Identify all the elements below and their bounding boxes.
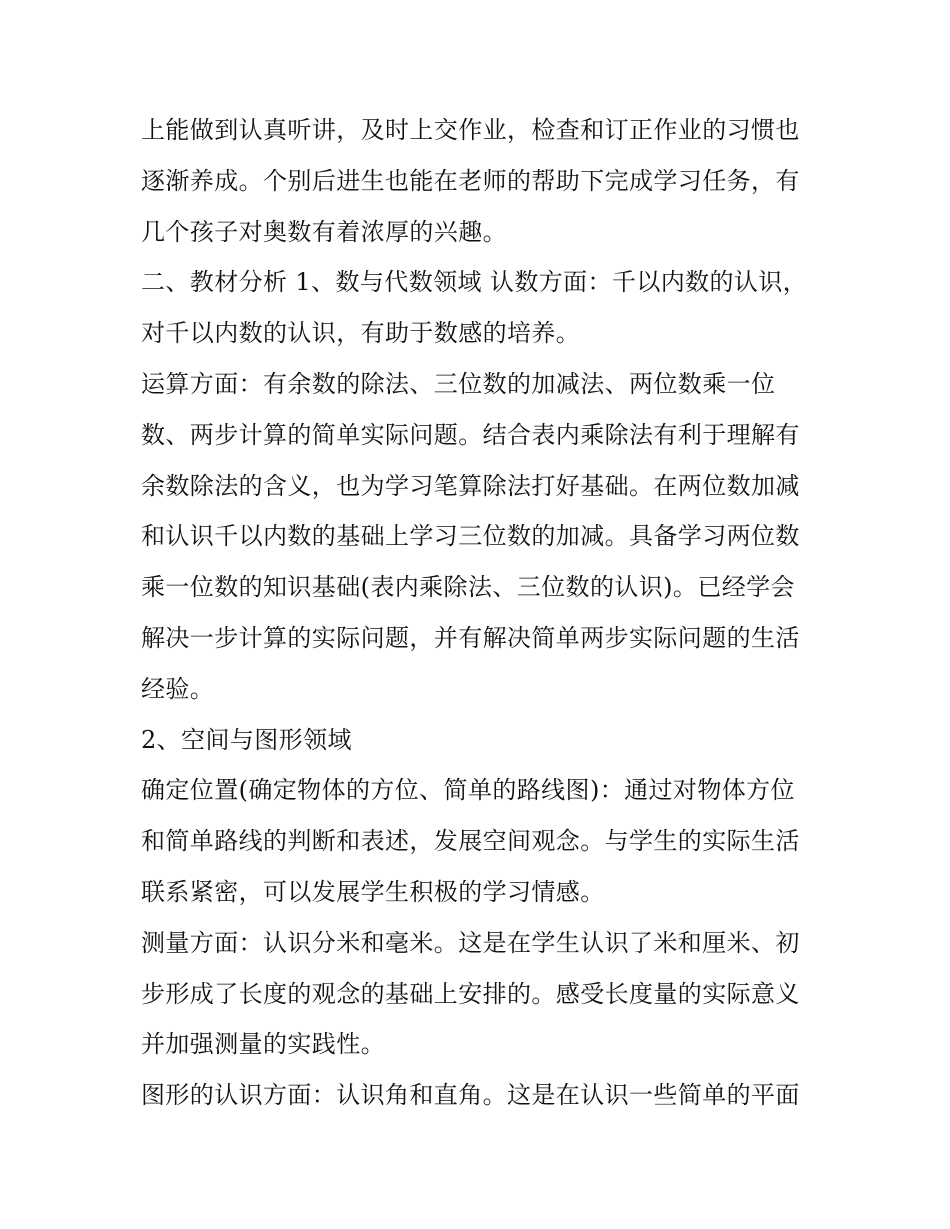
text-line: 逐渐养成。个别后进生也能在老师的帮助下完成学习任务，有 <box>141 166 800 195</box>
text-line: 余数除法的含义，也为学习笔算除法打好基础。在两位数加减 <box>141 471 800 500</box>
text-line: 经验。 <box>141 674 215 703</box>
subsection-heading-line: 2、空间与图形领域 <box>141 725 352 754</box>
text-line: 图形的认识方面：认识角和直角。这是在认识一些简单的平面 <box>141 1081 800 1110</box>
text-line: 和简单路线的判断和表述，发展空间观念。与学生的实际生活 <box>141 827 800 856</box>
section-heading-line: 二、教材分析 1、数与代数领域 认数方面：千以内数的认识， <box>141 268 808 297</box>
text-line: 上能做到认真听讲，及时上交作业，检查和订正作业的习惯也 <box>141 116 800 144</box>
text-line: 对千以内数的认识，有助于数感的培养。 <box>141 319 581 348</box>
text-line: 数、两步计算的简单实际问题。结合表内乘除法有利于理解有 <box>141 420 800 449</box>
text-line: 解决一步计算的实际问题，并有解决简单两步实际问题的生活 <box>141 623 800 652</box>
text-line: 运算方面：有余数的除法、三位数的加减法、两位数乘一位 <box>141 369 776 398</box>
text-line: 乘一位数的知识基础(表内乘除法、三位数的认识)。已经学会 <box>141 573 795 602</box>
text-line: 几个孩子对奥数有着浓厚的兴趣。 <box>141 217 507 246</box>
text-line: 并加强测量的实践性。 <box>141 1030 385 1059</box>
document-body <box>141 111 821 1127</box>
text-line: 步形成了长度的观念的基础上安排的。感受长度量的实际意义 <box>141 979 800 1008</box>
text-line: 测量方面：认识分米和毫米。这是在学生认识了米和厘米、初 <box>141 928 800 957</box>
text-line: 联系紧密，可以发展学生积极的学习情感。 <box>141 877 605 906</box>
text-line: 和认识千以内数的基础上学习三位数的加减。具备学习两位数 <box>141 522 800 551</box>
text-line: 确定位置(确定物体的方位、简单的路线图)：通过对物体方位 <box>141 776 795 805</box>
